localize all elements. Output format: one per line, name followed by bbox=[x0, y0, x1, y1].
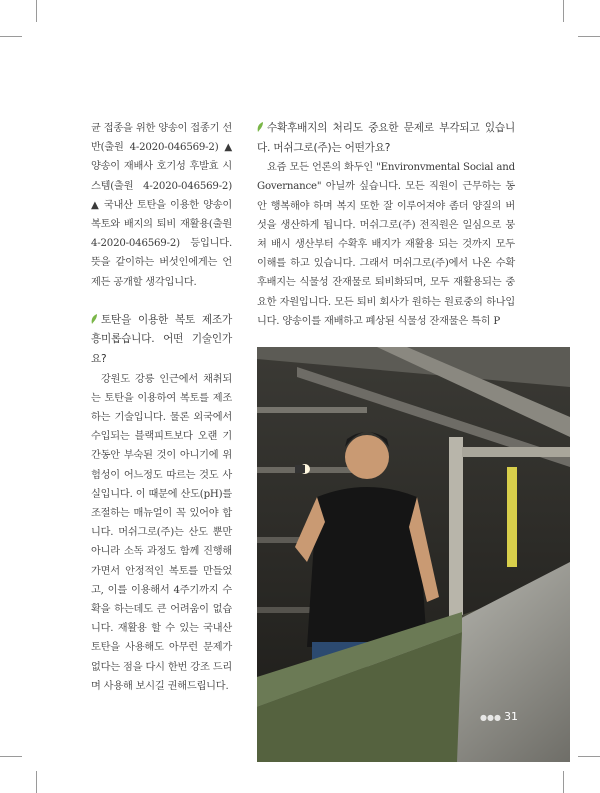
photo-illustration bbox=[257, 347, 570, 762]
leaf-icon bbox=[257, 122, 264, 132]
right-answer: 요즘 모든 언론의 화두인 "Environvmental Social and Governance" 아닐까 싶습니다. 모든 직원이 근무하는 동안 행복해야 하며 복지 또한 잘 이루어져야 좀더 양질의 버섯을 생산하게 됩니다. 머쉬그로(주) 전직원은 일심으로 뭉쳐 배시 생산부터 수확후 배지가 재활용 되는 것까지 모두 이해를 하고 있습니다. 그래서 머쉬그로(주)에서 나온 수확후배지는 식물성 잔재물로 퇴비화되며, 모두 재활용되는 중요한 자원입니다. 모든 퇴비 회사가 원하는 원료중의 하나입니다. 양송이를 재배하고 폐상된 식물성 잔재물은 특히 P bbox=[257, 162, 515, 327]
magazine-logo: ●●● bbox=[480, 713, 501, 722]
left-paragraph-1: 균 접종을 위한 양송이 접종기 선반(출원 4-2020-046569-2) ▲ 양송이 재배사 호기성 후발효 시스템(출원 4-2020-046569-2) ▲ 국내산 토탄을 이용한 양송이 복토와 배지의 퇴비 재활용(출원 4-2020-046569-2) 등입니다. 뜻을 같이하는 버섯인에게는 언제든 공개할 생각입니다. bbox=[91, 123, 232, 288]
right-question-text: 수확후배지의 처리도 중요한 문제로 부각되고 있습니다. 머쉬그로(주)는 어떤가요? bbox=[257, 122, 515, 154]
crop-mark bbox=[36, 771, 37, 793]
crop-mark bbox=[563, 771, 564, 793]
crop-mark bbox=[0, 756, 22, 757]
crop-mark bbox=[578, 36, 600, 37]
right-column bbox=[257, 119, 515, 331]
crop-mark bbox=[578, 756, 600, 757]
man-with-flashlight-in-mushroom-farm-photo bbox=[257, 347, 570, 762]
leaf-icon bbox=[91, 314, 98, 324]
left-answer: 강원도 강릉 인근에서 채취되는 토탄을 이용하여 복토를 제조하는 기술입니다. 물론 외국에서 수입되는 블랙피트보다 오랜 기간동안 부숙된 것이 아니기에 위험성이 어느정도 따르는 것도 사실입니다. 이 때문에 산도(pH)를 조절하는 매뉴얼이 꼭 있어야 합니다. 머쉬그로(주)는 산도 뿐만 아니라 소독 과정도 함께 진행해 가면서 안정적인 복토를 만들었고, 이를 이용해서 4주기까지 수확을 하는데도 큰 어려움이 없습니다. 재활용 할 수 있는 국내산 토탄을 사용해도 아무런 문제가 없다는 점을 다시 한번 강조 드리며 사용해 보시길 권해드립니다. bbox=[91, 373, 232, 692]
left-question bbox=[91, 311, 232, 370]
crop-mark bbox=[563, 0, 564, 22]
crop-mark bbox=[0, 36, 22, 37]
page-number bbox=[480, 710, 518, 723]
page-number-text: 31 bbox=[504, 710, 518, 723]
left-question-text: 토탄을 이용한 복토 제조가 흥미롭습니다. 어떤 기술인가요? bbox=[91, 313, 232, 366]
crop-mark bbox=[36, 0, 37, 22]
right-question bbox=[257, 119, 515, 158]
left-column bbox=[91, 119, 232, 696]
